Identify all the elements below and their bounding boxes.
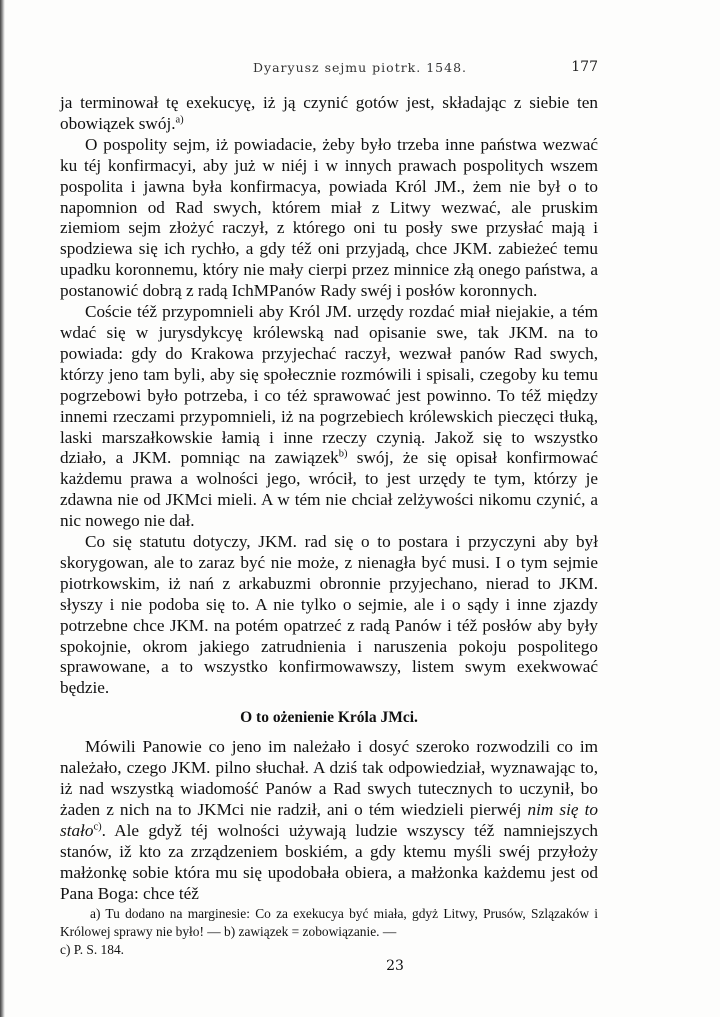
footnote-ref-a: a) — [175, 114, 184, 126]
paragraph-3-text-a: Coście též przypomnieli aby Król JM. urzędy rozdać miał niejakie, a tém wdać się w jurysdykcyę królewską nad opisanie swe, tak JKM. na to powiada: gdy do Krakowa przyjechać raczył, wezwał panów Rad swych, którzy jeno tam byli, aby się społecznie rozmówili i spisali, czegoby ku temu pogrzebowi było potrzeba, i co téż sprawować jest powinno. To též między innemi rzeczami przypomnieli, iż na pogrzebiech królewskich pieczęci tłuką, laski marszałkowskie łamią i inne rzeczy czynią. Jakož się to wszystko działo, a JKM. pomniąc na zawiązek — [60, 302, 598, 468]
footnote-2: c) P. S. 184. — [60, 941, 124, 957]
paragraph-1 — [60, 93, 598, 135]
folio-number: 177 — [571, 59, 598, 75]
paragraph-1-text: ja terminował tę exekucyę, iż ją czynić gotów jest, składając z siebie ten obowiązek swój. — [60, 93, 598, 133]
page-number: 23 — [386, 958, 404, 974]
paragraph-5-italic: nim się to stało — [60, 799, 598, 840]
footnote-ref-c: c) — [93, 821, 102, 833]
paragraph-5-text-b: . Ale gdyž téj wolności używają ludzie wszyscy též namniejszych stanów, iž kto za zrządzeniem boskiém, a gdy ktemu myśli swéj przyłoży małżonkę sobie która mu się upodobała obiera, a małżonka każdemu jest od Pana Boga: chce též — [60, 820, 598, 903]
paragraph-5-text-a: Mówili Panowie co jeno im należało i dosyć szeroko rozwodzili co im należało, czego JKM. pilno słuchał. A dziś tak odpowiedział, wyznawając to, iż nad wszystką wiadomość Panów a Rad swych tutecznych to uczynił, bo żaden z nich na to JKMci nie radził, ani o tém wiedzieli pierwéj — [60, 737, 598, 819]
footnote-ref-b: b) — [338, 448, 348, 460]
paragraph-4: Co się statutu dotyczy, JKM. rad się o to postara i przyczyni aby był skorygowan, ale to zaraz być nie może, z nienagła być musi. I o tym sejmie piotrkowskim, iż nań z arkabuzmi obronnie przyjechano, nierad to JKM. słyszy i nie podoba się to. A nie tylko o sejmie, ale i o sądy i inne zjazdy potrzebne chce JKM. na potém opatrzeć z radą Panów i též posłów aby były spokojnie, okrom jakiego zatrudnienia i naruszenia pokoju pospolitego sprawowane, a to wszystko konfirmowawszy, listem swym exekwować będzie. — [60, 532, 598, 698]
paragraph-2: O pospolity sejm, iż powiadacie, żeby było trzeba inne państwa wezwać ku téj konfirmacyi, aby już w niéj i w innych prawach pospolitych wszem pospolita i jawna była konfirmacya, powiada Król JM., żem nie był o to napomnion od Rad swych, którem miał z Litwy wezwać, ale pruskim ziemiom sejm złożyć raczył, z którego oni tu posły swe przysłać mają i spodziewa się ich rychło, a gdy též oni przyjadą, chce JKM. zabieżeć temu upadku koronnemu, który nie mały cierpi przez minnice złą onego państwa, a postanowić dobrą z radą IchMPanów Rady swéj i posłów koronnych. — [60, 134, 598, 301]
paragraph-3-text-b: swój, że się opisał konfirmować każdemu prawa a wolności jego, wrócił, to jest urzędy te tym, którzy je zdawna nie od JKMci mieli. A w tém nie chciał zelżywości nikomu czynić, a nic nowego nie dał. — [60, 448, 598, 531]
footnotes — [60, 905, 598, 958]
page-header — [0, 60, 720, 80]
paragraph-3 — [60, 302, 598, 532]
running-title: Dyaryusz sejmu piotrk. 1548. — [253, 60, 467, 75]
footnote-1: a) Tu dodano na marginesie: Co za exekucya być miała, gdyż Litwy, Prusów, Szlązaków i Królowej sprawy nie było! — b) zawiązek = zobowiązanie. — — [60, 906, 598, 939]
paragraph-5 — [60, 737, 598, 904]
main-text — [60, 93, 598, 904]
section-heading: O to ożenienie Króla JMci. — [240, 709, 418, 727]
scan-binding-edge — [0, 0, 5, 1017]
